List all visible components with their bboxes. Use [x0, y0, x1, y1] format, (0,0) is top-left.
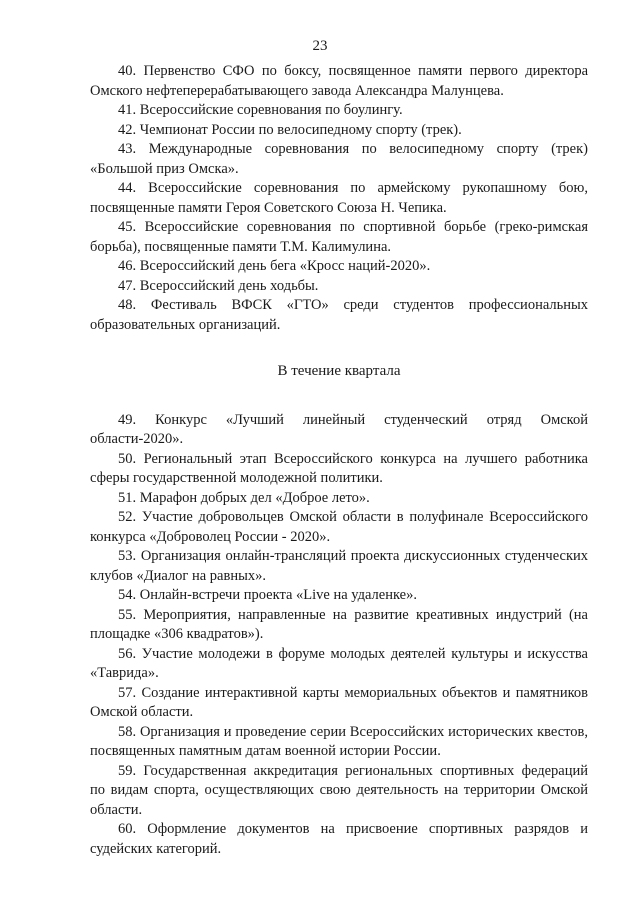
list-item: 57. Создание интерактивной карты мемориальных объектов и памятников Омской области. — [90, 684, 588, 720]
list-item: 46. Всероссийский день бега «Кросс наций-2020». — [118, 258, 431, 274]
list-item: 47. Всероссийский день ходьбы. — [118, 277, 319, 294]
section-heading: В течение квартала — [277, 363, 401, 379]
list-item: 53. Организация онлайн-трансляций проекта дискуссионных студенческих клубов «Диалог на равных». — [90, 548, 588, 584]
list-item: 58. Организация и проведение серии Всероссийских исторических квестов, посвященных памятным датам военной истории России. — [90, 723, 588, 759]
list-item: 49. Конкурс «Лучший линейный студенческий отряд Омской области-2020». — [90, 411, 588, 447]
list-item: 60. Оформление документов на присвоение спортивных разрядов и судейских категорий. — [90, 821, 588, 857]
list-item: 43. Международные соревнования по велосипедному спорту (трек) «Большой приз Омска». — [90, 141, 588, 177]
list-item: 42. Чемпионат России по велосипедному спорту (трек). — [118, 121, 462, 138]
list-item: 51. Марафон добрых дел «Доброе лето». — [118, 489, 370, 506]
page-number: 23 — [312, 38, 328, 54]
list-item: 48. Фестиваль ВФСК «ГТО» среди студентов профессиональных образовательных организаций. — [90, 297, 588, 333]
list-item: 44. Всероссийские соревнования по армейскому рукопашному бою, посвященные памяти Героя Советского Союза Н. Чепика. — [90, 180, 588, 216]
document-body — [90, 62, 588, 859]
list-item: 56. Участие молодежи в форуме молодых деятелей культуры и искусства «Таврида». — [90, 645, 588, 681]
list-item: 40. Первенство СФО по боксу, посвященное памяти первого директора Омского нефтеперерабатывающего завода Александра Малунцева. — [90, 63, 588, 99]
list-item: 54. Онлайн-встречи проекта «Live на удаленке». — [118, 587, 417, 603]
list-item: 59. Государственная аккредитация региональных спортивных федераций по видам спорта, осуществляющих свою деятельность на территории Омской области. — [90, 762, 588, 818]
list-item: 50. Региональный этап Всероссийского конкурса на лучшего работника сферы государственной молодежной политики. — [90, 450, 588, 486]
list-item: 52. Участие добровольцев Омской области в полуфинале Всероссийского конкурса «Доброволец России - 2020». — [90, 509, 588, 545]
list-item: 55. Мероприятия, направленные на развитие креативных индустрий (на площадке «306 квадратов»). — [90, 606, 588, 642]
list-item: 41. Всероссийские соревнования по боулингу. — [118, 102, 403, 118]
list-item: 45. Всероссийские соревнования по спортивной борьбе (греко-римская борьба), посвященные памяти Т.М. Калимулина. — [90, 219, 588, 255]
